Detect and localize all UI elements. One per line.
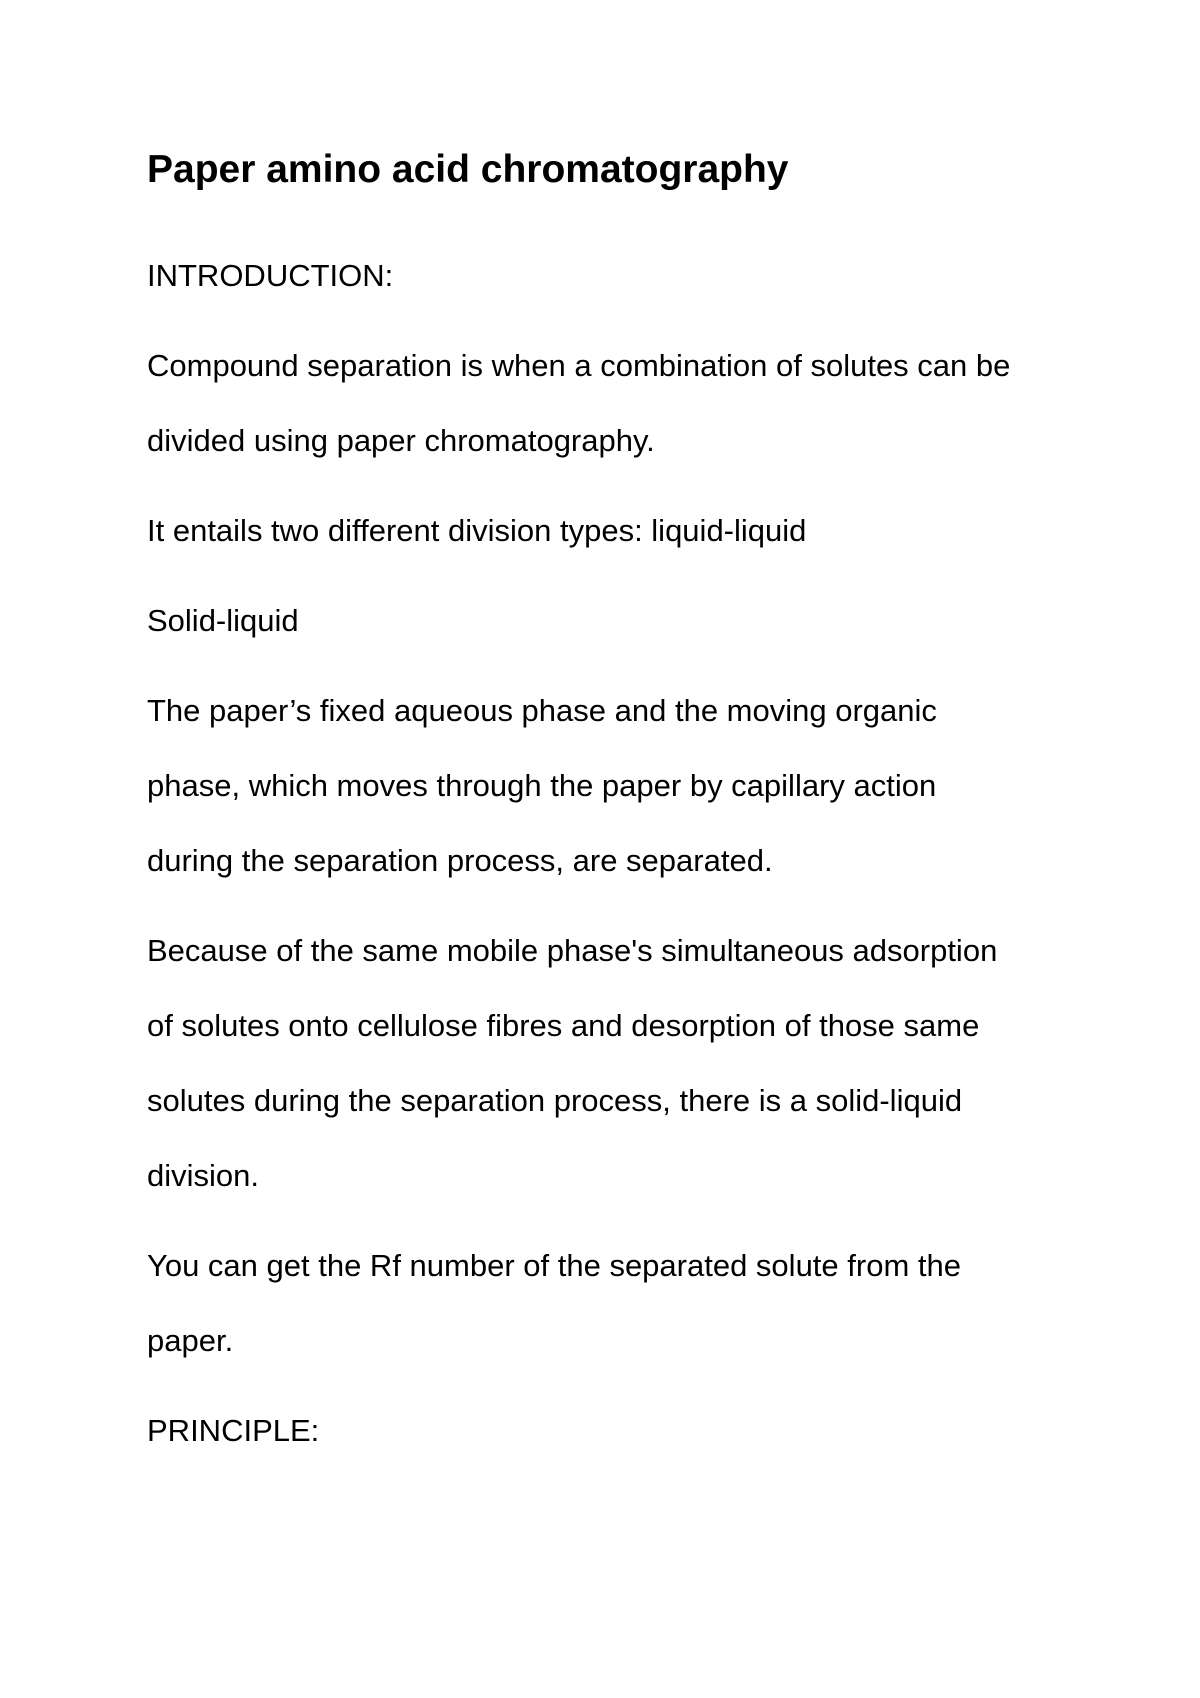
section-heading-principle: PRINCIPLE: xyxy=(147,1413,320,1448)
paragraph-line: Solid-liquid xyxy=(147,603,299,638)
paragraph-line: of solutes onto cellulose fibres and desorption of those same xyxy=(147,1008,980,1043)
document-title: Paper amino acid chromatography xyxy=(147,148,789,191)
paragraph-line: solutes during the separation process, there is a solid-liquid xyxy=(147,1083,963,1118)
paragraph-line: divided using paper chromatography. xyxy=(147,423,655,458)
section-heading-introduction: INTRODUCTION: xyxy=(147,258,394,293)
paragraph-line: You can get the Rf number of the separated solute from the xyxy=(147,1248,961,1283)
paragraph-line: Compound separation is when a combination of solutes can be xyxy=(147,348,1011,383)
paragraph-line: The paper’s fixed aqueous phase and the moving organic xyxy=(147,693,937,728)
paragraph-line: during the separation process, are separated. xyxy=(147,843,773,878)
paragraph-line: It entails two different division types: liquid-liquid xyxy=(147,513,807,548)
paragraph-line: division. xyxy=(147,1158,259,1193)
paragraph-line: paper. xyxy=(147,1323,234,1358)
paragraph-line: Because of the same mobile phase's simultaneous adsorption xyxy=(147,933,998,968)
paragraph-line: phase, which moves through the paper by capillary action xyxy=(147,768,937,803)
